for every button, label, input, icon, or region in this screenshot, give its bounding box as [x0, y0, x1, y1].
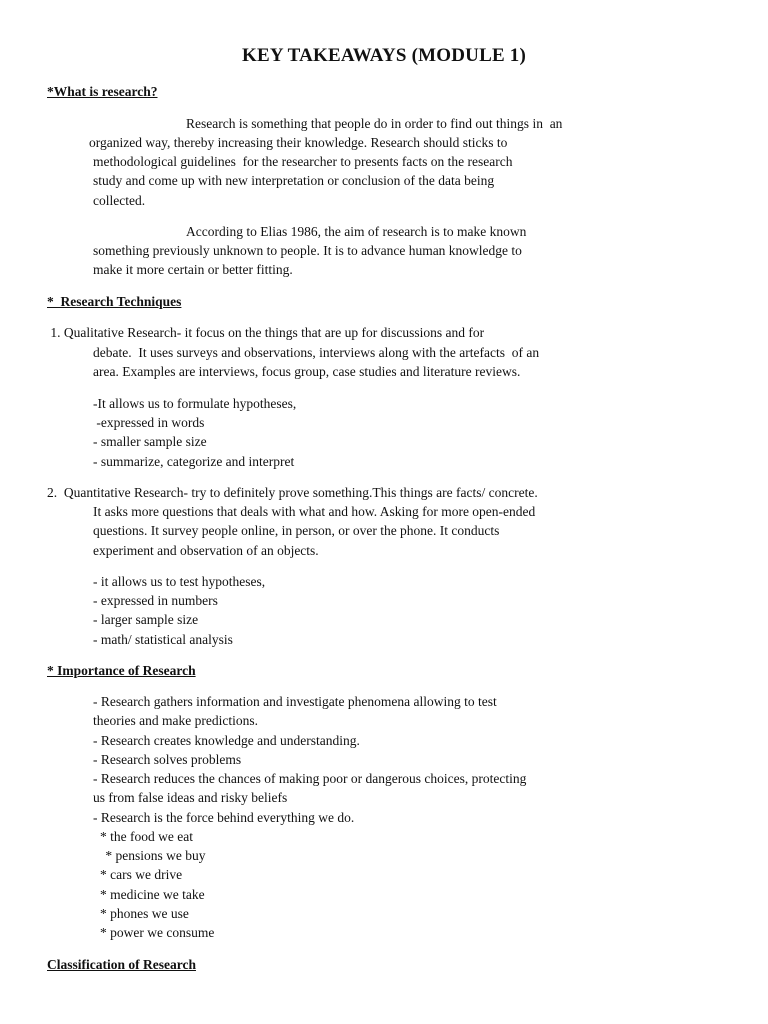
paragraph-line: study and come up with new interpretation or conclusion of the data being: [93, 173, 495, 188]
heading-classification-of-research: Classification of Research: [47, 957, 196, 972]
importance-example: * medicine we take: [100, 887, 205, 902]
quantitative-line: It asks more questions that deals with what and how. Asking for more open-ended: [93, 504, 536, 519]
importance-example: * pensions we buy: [102, 848, 206, 863]
quantitative-bullet: - expressed in numbers: [93, 593, 218, 608]
paragraph-line: make it more certain or better fitting.: [93, 262, 293, 277]
importance-line: - Research gathers information and investigate phenomena allowing to test: [93, 694, 497, 709]
importance-example: * phones we use: [100, 906, 189, 921]
paragraph-line: Research is something that people do in order to find out things in an: [186, 116, 563, 131]
quantitative-line: questions. It survey people online, in person, or over the phone. It conducts: [93, 523, 500, 538]
heading-what-is-research: *What is research?: [47, 84, 158, 99]
importance-line: us from false ideas and risky beliefs: [93, 790, 288, 805]
paragraph-line: organized way, thereby increasing their knowledge. Research should sticks to: [89, 135, 508, 150]
paragraph-line: collected.: [93, 193, 146, 208]
qualitative-line: area. Examples are interviews, focus group, case studies and literature reviews.: [93, 364, 521, 379]
qualitative-bullet: -It allows us to formulate hypotheses,: [93, 396, 297, 411]
paragraph-line: something previously unknown to people. It is to advance human knowledge to: [93, 243, 522, 258]
importance-example: * the food we eat: [100, 829, 193, 844]
importance-line: - Research creates knowledge and understanding.: [93, 733, 360, 748]
qualitative-line: 1. Qualitative Research- it focus on the things that are up for discussions and for: [47, 325, 485, 340]
heading-research-techniques: * Research Techniques: [47, 294, 182, 309]
document-title: KEY TAKEAWAYS (MODULE 1): [241, 45, 527, 66]
heading-importance-of-research: * Importance of Research: [47, 663, 196, 678]
importance-line: theories and make predictions.: [93, 713, 258, 728]
qualitative-bullet: - smaller sample size: [93, 434, 207, 449]
quantitative-bullet: - math/ statistical analysis: [93, 632, 233, 647]
importance-line: - Research is the force behind everything we do.: [93, 810, 355, 825]
qualitative-line: debate. It uses surveys and observations, interviews along with the artefacts of an: [93, 345, 540, 360]
quantitative-bullet: - it allows us to test hypotheses,: [93, 574, 266, 589]
importance-example: * power we consume: [100, 925, 215, 940]
quantitative-line: 2. Quantitative Research- try to definitely prove something.This things are facts/ concrete.: [47, 485, 538, 500]
quantitative-bullet: - larger sample size: [93, 612, 199, 627]
importance-line: - Research reduces the chances of making poor or dangerous choices, protecting: [93, 771, 527, 786]
importance-example: * cars we drive: [100, 867, 183, 882]
paragraph-line: methodological guidelines for the researcher to presents facts on the research: [93, 154, 513, 169]
importance-line: - Research solves problems: [93, 752, 242, 767]
qualitative-bullet: -expressed in words: [93, 415, 205, 430]
quantitative-line: experiment and observation of an objects.: [93, 543, 319, 558]
paragraph-line: According to Elias 1986, the aim of research is to make known: [186, 224, 527, 239]
qualitative-bullet: - summarize, categorize and interpret: [93, 454, 295, 469]
